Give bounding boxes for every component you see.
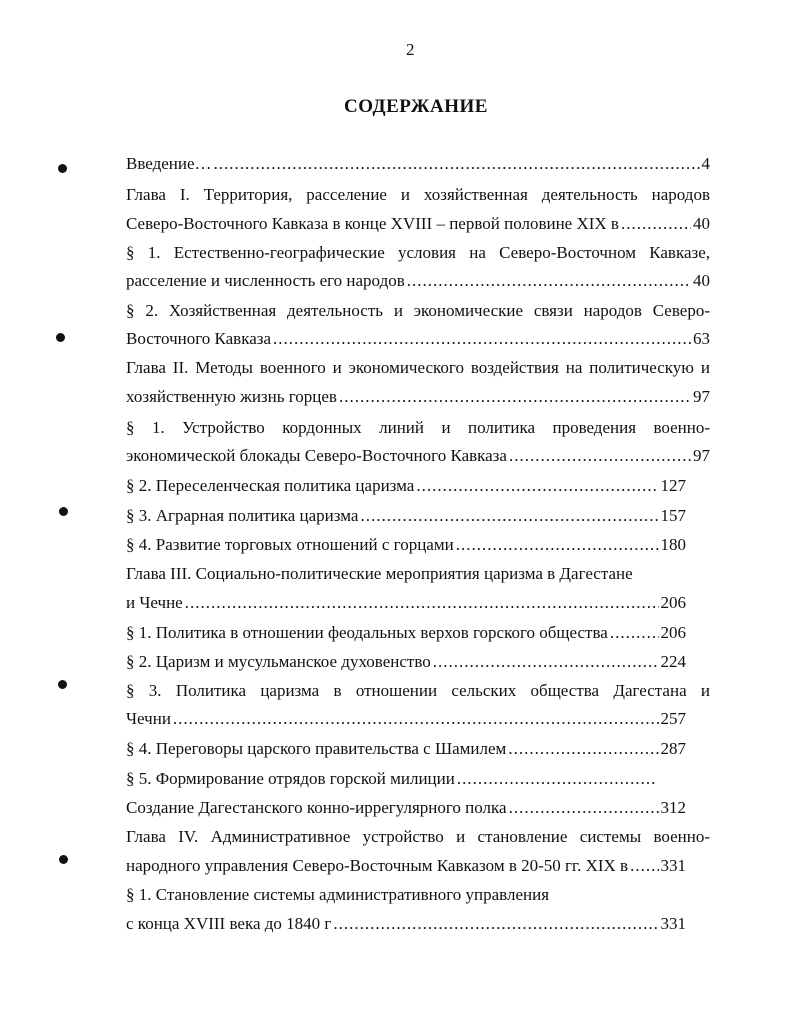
toc-entry-section-2-1-line1: § 1. Устройство кордонных линий и политика проведения военно- xyxy=(126,418,710,437)
toc-entry-label: и Чечне xyxy=(126,593,183,612)
toc-entry-label: Северо-Восточного Кавказа в конце XVIII – первой половине XIX в xyxy=(126,214,619,233)
toc-entry-page: 287 xyxy=(660,739,686,758)
toc-entry-page: 206 xyxy=(660,593,686,612)
margin-dot-icon xyxy=(58,680,67,689)
toc-entry-section-3-5 xyxy=(126,768,658,790)
toc-entry-label: Чечни xyxy=(126,709,171,728)
toc-entry-section-2-4 xyxy=(126,534,686,556)
toc-entry-section-1-1 xyxy=(126,270,710,292)
toc-entry-section-2-1 xyxy=(126,445,710,467)
toc-entry-label: § 4. Переговоры царского правительства с Шамилем xyxy=(126,739,507,758)
toc-entry-chapter-2 xyxy=(126,386,710,408)
toc-entry-section-2-3 xyxy=(126,505,686,527)
toc-entry-section-3-3 xyxy=(126,708,686,730)
toc-entry-label: § 4. Развитие торговых отношений с горцами xyxy=(126,535,454,554)
toc-entry-chapter-2-line1: Глава II. Методы военного и экономического воздействия на политическую и xyxy=(126,358,710,377)
toc-entry-page: 4 xyxy=(701,154,710,173)
toc-entry-section-2-2 xyxy=(126,475,686,497)
toc-entry-page: 157 xyxy=(660,506,686,525)
toc-entry-page: 312 xyxy=(660,798,686,817)
toc-entry-page: 127 xyxy=(660,476,686,495)
margin-dot-icon xyxy=(58,164,67,173)
toc-entry-label: расселение и численность его народов xyxy=(126,271,405,290)
toc-entry-page: 97 xyxy=(693,446,710,465)
toc-entry-label: § 3. Аграрная политика царизма xyxy=(126,506,359,525)
toc-entry-chapter-3 xyxy=(126,592,686,614)
toc-entry-page: 206 xyxy=(660,623,686,642)
toc-entry-page: 180 xyxy=(660,535,686,554)
toc-entry-page: 97 xyxy=(693,387,710,406)
page-number: 2 xyxy=(406,40,415,59)
toc-entry-chapter-4-line1: Глава IV. Административное устройство и становление системы военно- xyxy=(126,827,710,846)
toc-entry-label: хозяйственную жизнь горцев xyxy=(126,387,337,406)
page-title: СОДЕРЖАНИЕ xyxy=(344,96,488,117)
toc-entry-section-1-2 xyxy=(126,328,710,350)
margin-dot-icon xyxy=(59,507,68,516)
toc-entry-section-3-1 xyxy=(126,622,686,644)
toc-entry-section-1-1-line1: § 1. Естественно-географические условия на Северо-Восточном Кавказе, xyxy=(126,243,710,262)
toc-entry-section-3-5-cont xyxy=(126,797,686,819)
toc-entry-introduction xyxy=(126,153,710,175)
toc-entry-label: § 2. Царизм и мусульманское духовенство xyxy=(126,652,431,671)
toc-entry-section-4-1-line1: § 1. Становление системы административного управления xyxy=(126,885,550,904)
toc-entry-label: Введение… xyxy=(126,154,212,173)
toc-entry-page: 63 xyxy=(693,329,710,348)
toc-entry-label: с конца XVIII века до 1840 г xyxy=(126,914,332,933)
toc-entry-section-3-2 xyxy=(126,651,686,673)
toc-entry-page: 257 xyxy=(660,709,686,728)
toc-entry-page: 224 xyxy=(660,652,686,671)
toc-entry-label: Создание Дагестанского конно-иррегулярного полка xyxy=(126,798,507,817)
toc-entry-chapter-1 xyxy=(126,213,710,235)
toc-entry-label: Восточного Кавказа xyxy=(126,329,272,348)
toc-entry-section-3-4 xyxy=(126,738,686,760)
toc-entry-chapter-3-line1: Глава III. Социально-политические мероприятия царизма в Дагестане xyxy=(126,564,633,583)
toc-entry-page: 40 xyxy=(693,271,710,290)
toc-entry-label: § 2. Переселенческая политика царизма xyxy=(126,476,415,495)
toc-entry-chapter-1-line1: Глава I. Территория, расселение и хозяйственная деятельность народов xyxy=(126,185,710,204)
toc-entry-page: 331 xyxy=(660,914,686,933)
toc-entry-label: § 5. Формирование отрядов горской милиции xyxy=(126,769,455,788)
toc-entry-chapter-4 xyxy=(126,855,686,877)
toc-entry-label: § 1. Политика в отношении феодальных верхов горского общества xyxy=(126,623,608,642)
toc-entry-label: народного управления Северо-Восточным Кавказом в 20-50 гг. XIX в xyxy=(126,856,629,875)
toc-entry-section-3-3-line1: § 3. Политика царизма в отношении сельских общества Дагестана и xyxy=(126,681,710,700)
toc-entry-section-4-1 xyxy=(126,913,686,935)
margin-dot-icon xyxy=(56,333,65,342)
toc-entry-page: 331 xyxy=(660,856,686,875)
margin-dot-icon xyxy=(59,855,68,864)
toc-entry-section-1-2-line1: § 2. Хозяйственная деятельность и экономические связи народов Северо- xyxy=(126,301,710,320)
toc-entry-label: экономической блокады Северо-Восточного Кавказа xyxy=(126,446,507,465)
toc-entry-page: 40 xyxy=(693,214,710,233)
